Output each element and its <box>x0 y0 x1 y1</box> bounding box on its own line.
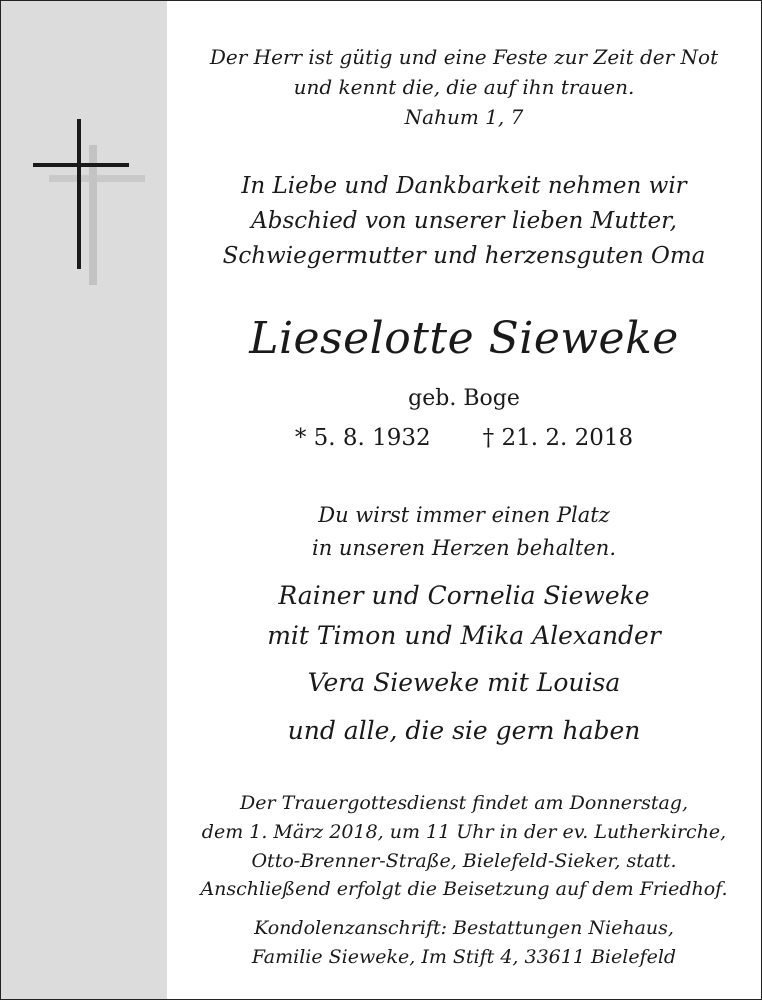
notice-content <box>167 1 761 999</box>
verse-reference: Nahum 1, 7 <box>404 105 524 129</box>
verse-line-2: und kennt die, die auf ihn trauen. <box>293 75 635 99</box>
service-notice-line: dem 1. März 2018, um 11 Uhr in der ev. Lutherkirche, <box>201 821 727 843</box>
verse-line-1: Der Herr ist gütig und eine Feste zur Zeit der Not <box>209 45 719 69</box>
mourner-line: und alle, die sie gern haben <box>287 716 641 745</box>
farewell-line-1: Du wirst immer einen Platz <box>318 503 610 527</box>
condolence-line-2: Familie Sieweke, Im Stift 4, 33611 Bielefeld <box>251 946 677 968</box>
cross-icon <box>29 119 149 289</box>
intro-line-3: Schwiegermutter und herzensguten Oma <box>222 243 706 269</box>
service-notice-line: Otto-Brenner-Straße, Bielefeld-Sieker, statt. <box>251 850 677 872</box>
death-date: † 21. 2. 2018 <box>482 425 634 451</box>
service-notice-line: Anschließend erfolgt die Beisetzung auf dem Friedhof. <box>200 878 728 900</box>
farewell-line-2: in unseren Herzen behalten. <box>311 536 616 560</box>
deceased-name: Lieselotte Sieweke <box>249 313 679 364</box>
life-dates <box>167 425 761 451</box>
condolence-line-1: Kondolenzanschrift: Bestattungen Niehaus, <box>254 917 674 939</box>
intro-line-1: In Liebe und Dankbarkeit nehmen wir <box>241 173 687 199</box>
mourner-line: mit Timon und Mika Alexander <box>267 621 661 650</box>
birth-date: * 5. 8. 1932 <box>294 425 431 451</box>
mourner-line: Rainer und Cornelia Sieweke <box>278 581 650 610</box>
mourner-line: Vera Sieweke mit Louisa <box>307 668 621 697</box>
side-bar <box>1 1 167 999</box>
service-notice-line: Der Trauergottesdienst findet am Donnerstag, <box>239 792 689 814</box>
intro-line-2: Abschied von unserer lieben Mutter, <box>251 208 677 234</box>
maiden-name: geb. Boge <box>408 386 520 411</box>
